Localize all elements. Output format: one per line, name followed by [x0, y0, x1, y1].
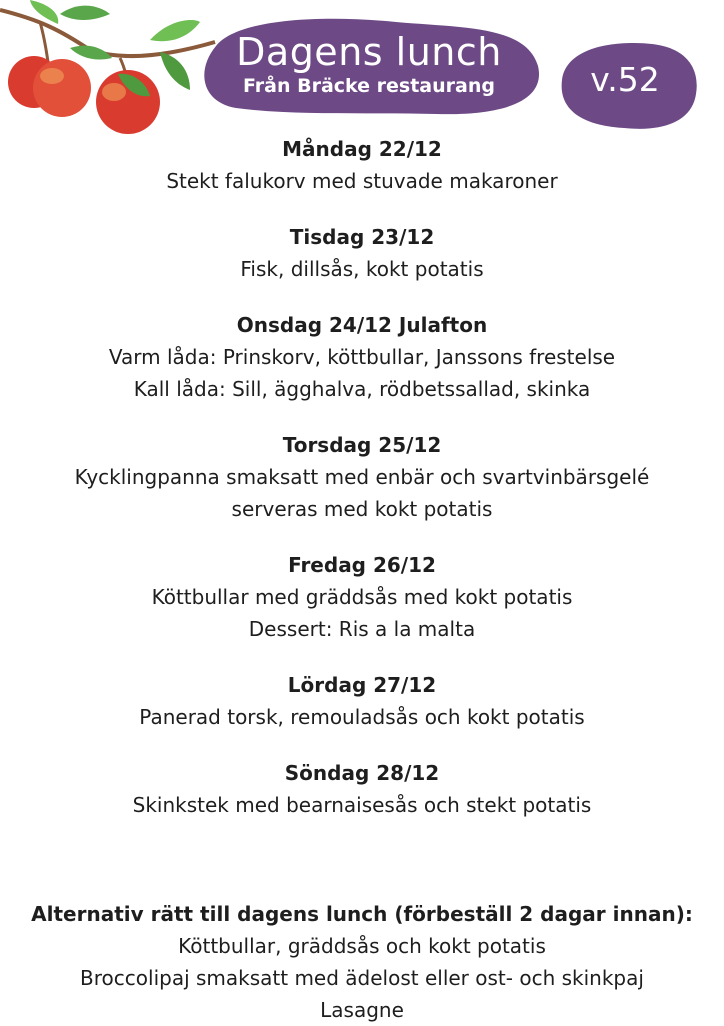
dish-line: Fisk, dillsås, kokt potatis [240, 257, 484, 281]
dish-line: Dessert: Ris a la malta [248, 617, 476, 641]
day-block [0, 757, 724, 821]
day-title: Lördag 27/12 [287, 673, 437, 697]
day-block [0, 221, 724, 285]
alternative-item: Lasagne [320, 998, 404, 1022]
page-title: Dagens lunch [236, 30, 502, 74]
header-title-group [196, 30, 542, 98]
alternatives-title: Alternativ rätt till dagens lunch (förbeställ 2 dagar innan): [31, 902, 693, 926]
alternative-item: Köttbullar, gräddsås och kokt potatis [178, 934, 546, 958]
day-title: Söndag 28/12 [284, 761, 440, 785]
day-block [0, 549, 724, 645]
day-title: Onsdag 24/12 Julafton [236, 313, 488, 337]
dish-line: Köttbullar med gräddsås med kokt potatis [151, 585, 573, 609]
day-block [0, 133, 724, 197]
dish-line: Kall låda: Sill, ägghalva, rödbetssallad, skinka [133, 377, 591, 401]
alternative-item: Broccolipaj smaksatt med ädelost eller ost- och skinkpaj [80, 966, 644, 990]
day-block [0, 669, 724, 733]
page-subtitle: Från Bräcke restaurang [243, 75, 495, 97]
day-title: Torsdag 25/12 [282, 433, 442, 457]
daily-menu [0, 133, 724, 845]
day-title: Fredag 26/12 [288, 553, 436, 577]
dish-line: Skinkstek med bearnaisesås och stekt potatis [132, 793, 592, 817]
day-block [0, 309, 724, 405]
dish-line: Varm låda: Prinskorv, köttbullar, Janssons frestelse [108, 345, 616, 369]
dish-line: Panerad torsk, remouladsås och kokt potatis [139, 705, 585, 729]
week-number: v.52 [590, 60, 660, 99]
dish-line: Kycklingpanna smaksatt med enbär och svartvinbärsgelé [74, 465, 650, 489]
dish-line: Stekt falukorv med stuvade makaroner [166, 169, 558, 193]
alternatives-section [0, 898, 724, 1026]
dish-line: serveras med kokt potatis [231, 497, 493, 521]
day-block [0, 429, 724, 525]
day-title: Måndag 22/12 [282, 137, 442, 161]
day-title: Tisdag 23/12 [289, 225, 435, 249]
